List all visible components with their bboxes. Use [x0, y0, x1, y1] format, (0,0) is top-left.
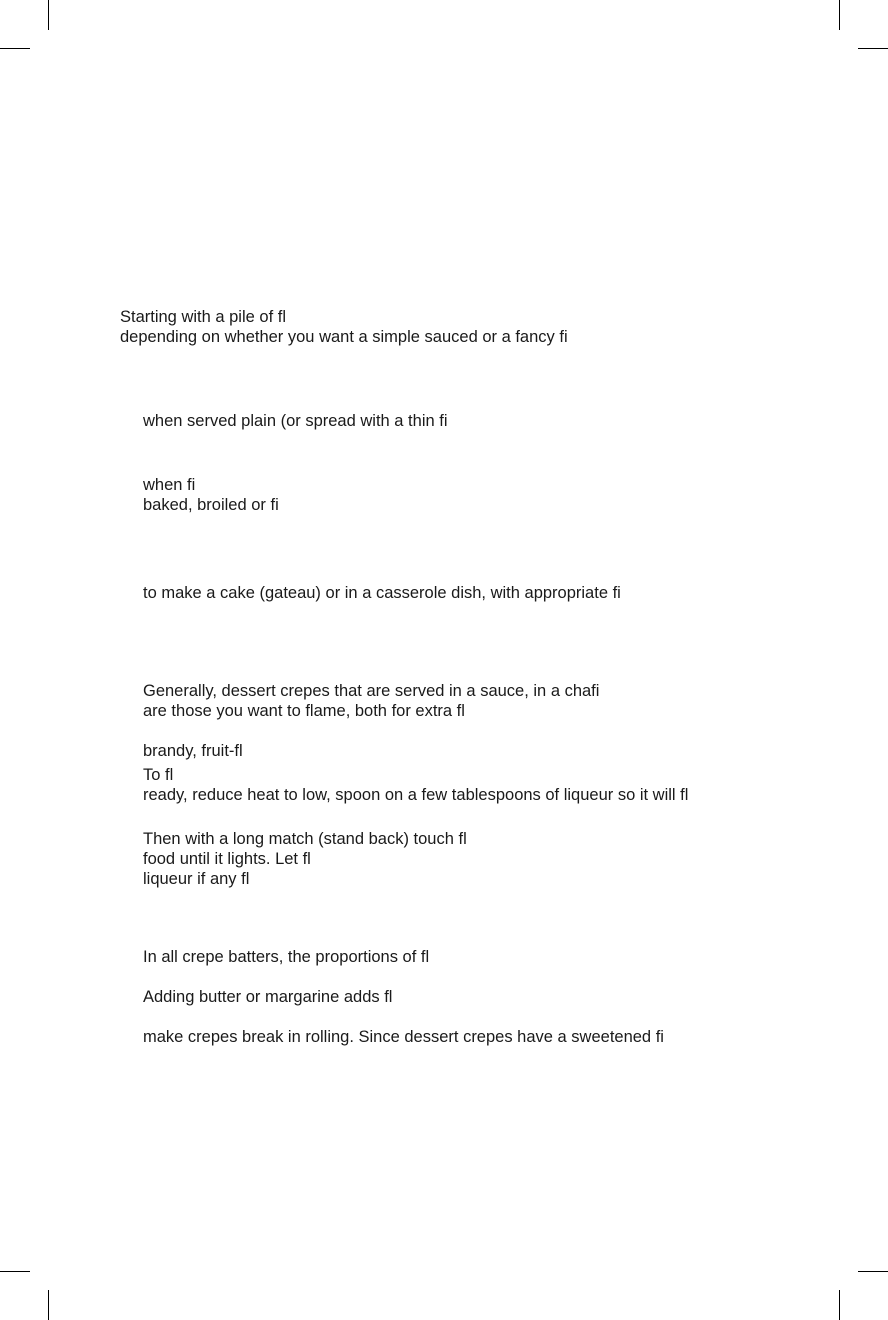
text-line: when fi	[143, 476, 196, 494]
crop-mark-bottom-right-vertical	[839, 1290, 840, 1320]
crop-mark-bottom-right-horizontal	[858, 1271, 888, 1272]
crop-mark-top-left-horizontal	[0, 48, 30, 49]
text-line: make crepes break in rolling. Since dessert crepes have a sweetened fi	[143, 1028, 664, 1046]
text-line: To fl	[143, 766, 174, 784]
text-line: when served plain (or spread with a thin fi	[143, 412, 448, 430]
text-line: Adding butter or margarine adds fl	[143, 988, 393, 1006]
crop-mark-bottom-left-horizontal	[0, 1271, 30, 1272]
crop-mark-bottom-left-vertical	[48, 1290, 49, 1320]
crop-mark-top-left-vertical	[48, 0, 49, 30]
text-line: to make a cake (gateau) or in a casserole dish, with appropriate fi	[143, 584, 621, 602]
text-line: brandy, fruit-fl	[143, 742, 243, 760]
text-line: Then with a long match (stand back) touch fl	[143, 830, 467, 848]
text-line: In all crepe batters, the proportions of fl	[143, 948, 430, 966]
text-line: Starting with a pile of fl	[120, 308, 286, 326]
text-line: are those you want to flame, both for extra fl	[143, 702, 465, 720]
text-line: ready, reduce heat to low, spoon on a few tablespoons of liqueur so it will fl	[143, 786, 689, 804]
text-line: depending on whether you want a simple sauced or a fancy fi	[120, 328, 568, 346]
crop-mark-top-right-vertical	[839, 0, 840, 30]
text-line: liqueur if any fl	[143, 870, 250, 888]
text-line: baked, broiled or fi	[143, 496, 279, 514]
crop-mark-top-right-horizontal	[858, 48, 888, 49]
text-line: Generally, dessert crepes that are served in a sauce, in a chafi	[143, 682, 600, 700]
text-line: food until it lights. Let fl	[143, 850, 311, 868]
